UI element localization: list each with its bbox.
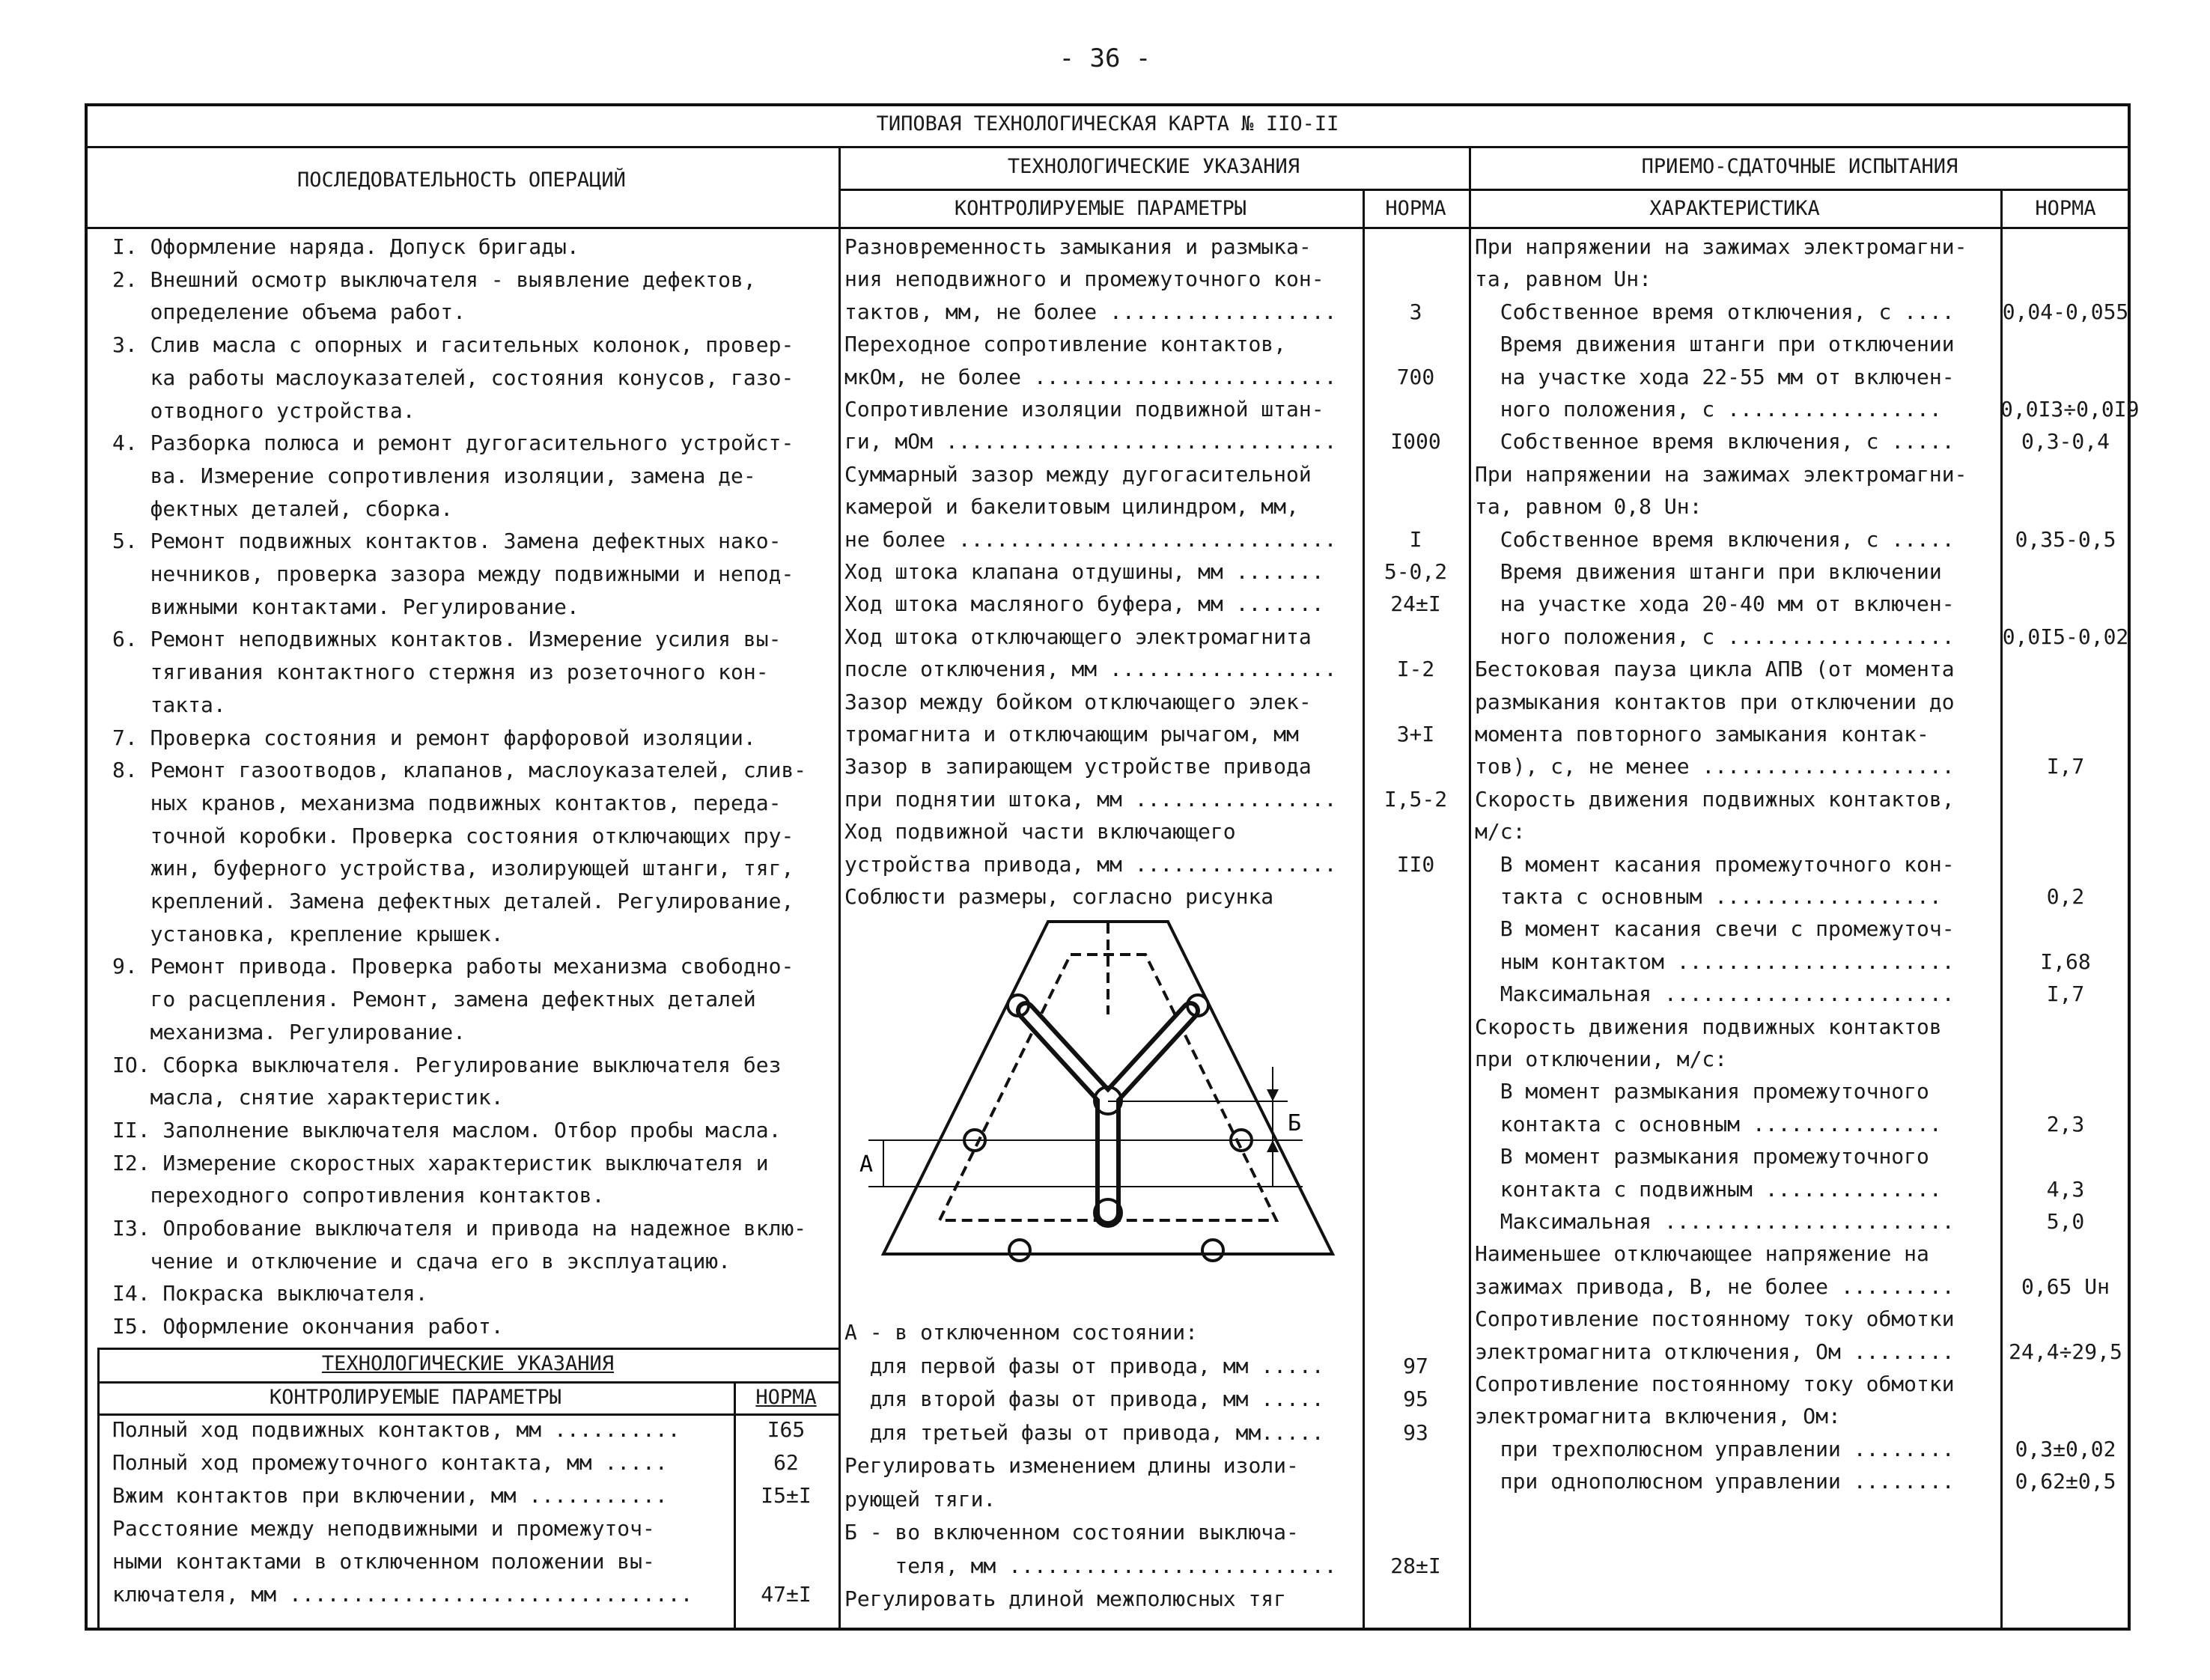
- tech-param-norm: I000: [1390, 429, 1441, 454]
- acceptance-line: м/с:: [1475, 819, 1526, 844]
- operation-line: фектных деталей, сборка.: [112, 496, 454, 521]
- divider-accept: [1469, 146, 1471, 1631]
- tech-param-line: при поднятии штока, мм ................: [844, 786, 1337, 812]
- acceptance-line: Собственное время включения, с .....: [1475, 429, 1955, 454]
- tech-param-norm: II0: [1396, 851, 1435, 877]
- diagram-label-b: Б: [1288, 1110, 1302, 1136]
- tech-param-line: ния неподвижного и промежуточного кон-: [844, 267, 1324, 292]
- tech-param-line: после отключения, мм ..................: [844, 657, 1337, 682]
- acceptance-norm: 5,0: [2046, 1209, 2085, 1234]
- tech-param-norm: 700: [1396, 364, 1435, 389]
- tech-lower-line: Б - во включенном состоянии выключа-: [844, 1520, 1299, 1544]
- operation-line: 4. Разборка полюса и ремонт дугогасительного устройст-: [112, 430, 794, 456]
- tech-param-line: Сопротивление изоляции подвижной штан-: [844, 397, 1324, 421]
- acceptance-line: при отключении, м/с:: [1475, 1047, 1728, 1071]
- tech-param-norm: I,5-2: [1383, 786, 1448, 812]
- tech-param-norm: 24±I: [1390, 591, 1441, 617]
- operation-line: ва. Измерение сопротивления изоляции, замена де-: [112, 463, 756, 488]
- acceptance-line: Сопротивление постоянному току обмотки: [1475, 1306, 1955, 1332]
- tech-param-line: Ход штока отключающего электромагнита: [844, 624, 1312, 649]
- acceptance-norm: 0,3±0,02: [2015, 1436, 2116, 1461]
- header-characteristic: ХАРАКТЕРИСТИКА: [1649, 197, 1820, 220]
- acceptance-line: В момент размыкания промежуточного: [1475, 1144, 1929, 1169]
- tech-param-line: не более ..............................: [844, 526, 1337, 552]
- acceptance-line: та, равном 0,8 Uн:: [1475, 494, 1702, 520]
- sub-table-title: ТЕХНОЛОГИЧЕСКИЕ УКАЗАНИЯ: [321, 1352, 615, 1375]
- tech-param-line: Ход штока клапана отдушины, мм .......: [844, 559, 1324, 584]
- operation-line: определение объема работ.: [112, 299, 466, 325]
- header-controlled-params: КОНТРОЛИРУЕМЫЕ ПАРАМЕТРЫ: [954, 197, 1247, 220]
- tech-param-line: Суммарный зазор между дугогасительной: [844, 461, 1312, 487]
- acceptance-line: Собственное время отключения, с ....: [1475, 299, 1955, 324]
- operation-line: жин, буферного устройства, изолирующей штанги, тяг,: [112, 856, 794, 881]
- tech-param-line: тактов, мм, не более ..................: [844, 299, 1337, 324]
- rule-under-group-headers: [838, 189, 2131, 191]
- tech-param-line: Зазор между бойком отключающего элек-: [844, 689, 1312, 714]
- tech-param-norm: I: [1409, 526, 1422, 552]
- acceptance-norm: 24,4÷29,5: [2009, 1339, 2122, 1364]
- sub-table-line: Расстояние между неподвижными и промежуточ-: [112, 1516, 655, 1541]
- sub-table-line: Вжим контактов при включении, мм ...........: [112, 1483, 668, 1508]
- rule-under-column-headers: [85, 227, 2131, 229]
- acceptance-line: при однополюсном управлении ........: [1475, 1469, 1955, 1494]
- tech-param-norm: 3+I: [1396, 722, 1435, 746]
- operation-line: механизма. Регулирование.: [112, 1019, 466, 1044]
- operation-line: креплений. Замена дефектных деталей. Регулирование,: [112, 889, 794, 913]
- tech-param-line: Соблюсти размеры, согласно рисунка: [844, 884, 1274, 909]
- header-acceptance-tests: ПРИЕМО-СДАТОЧНЫЕ ИСПЫТАНИЯ: [1641, 155, 1958, 178]
- operation-line: чение и отключение и сдача его в эксплуатацию.: [112, 1248, 731, 1273]
- acceptance-norm: 2,3: [2046, 1111, 2085, 1136]
- acceptance-line: такта с основным ..................: [1475, 884, 1942, 909]
- operation-line: 8. Ремонт газоотводов, клапанов, маслоуказателей, слив-: [112, 758, 807, 783]
- acceptance-line: ного положения, с ..................: [1475, 624, 1955, 649]
- tech-lower-line: для второй фазы от привода, мм .....: [844, 1387, 1324, 1411]
- acceptance-norm: I,7: [2046, 981, 2085, 1007]
- sub-table-col-norm: НОРМА: [755, 1386, 817, 1409]
- tech-param-line: ги, мОм ...............................: [844, 429, 1337, 454]
- acceptance-line: При напряжении на зажимах электромагни-: [1475, 461, 1967, 487]
- sub-table-norm: 47±I: [761, 1582, 812, 1607]
- operation-line: переходного сопротивления контактов.: [112, 1183, 605, 1208]
- acceptance-line: При напряжении на зажимах электромагни-: [1475, 234, 1967, 259]
- acceptance-norm: 0,65 Uн: [2021, 1273, 2110, 1299]
- operation-line: ных кранов, механизма подвижных контактов, переда-: [112, 790, 782, 815]
- tech-param-norm: 3: [1409, 299, 1422, 324]
- operation-line: такта.: [112, 692, 226, 717]
- operation-line: 7. Проверка состояния и ремонт фарфоровой изоляции.: [112, 725, 756, 750]
- operation-line: I5. Оформление окончания работ.: [112, 1314, 504, 1339]
- rule-under-title: [85, 146, 2131, 148]
- acceptance-line: Наименьшее отключающее напряжение на: [1475, 1241, 1929, 1267]
- operation-line: нечников, проверка зазора между подвижными и непод-: [112, 561, 794, 586]
- acceptance-line: Бестоковая пауза цикла АПВ (от момента: [1475, 657, 1955, 682]
- operation-line: 3. Слив масла с опорных и гасительных колонок, провер-: [112, 332, 794, 358]
- operation-line: I4. Покраска выключателя.: [112, 1281, 428, 1306]
- operation-line: тягивания контактного стержня из розеточного кон-: [112, 660, 769, 685]
- tech-param-line: тромагнита и отключающим рычагом, мм: [844, 722, 1299, 746]
- acceptance-line: контакта с основным ...............: [1475, 1111, 1942, 1136]
- acceptance-line: контакта с подвижным ..............: [1475, 1176, 1942, 1202]
- acceptance-norm: I,68: [2040, 949, 2091, 974]
- tech-lower-norm: 93: [1403, 1419, 1428, 1445]
- card-title: ТИПОВАЯ ТЕХНОЛОГИЧЕСКАЯ КАРТА № IIO-II: [876, 112, 1339, 136]
- acceptance-line: В момент размыкания промежуточного: [1475, 1079, 1929, 1104]
- operation-line: точной коробки. Проверка состояния отключающих пру-: [112, 823, 794, 848]
- sub-table-line: Полный ход подвижных контактов, мм ..........: [112, 1417, 681, 1442]
- tech-lower-line: Регулировать длиной межполюсных тяг: [844, 1586, 1287, 1611]
- acceptance-line: электромагнита включения, Ом:: [1475, 1404, 1841, 1429]
- tech-lower-line: рующей тяги.: [844, 1486, 996, 1512]
- tech-lower-line: А - в отключенном состоянии:: [844, 1320, 1199, 1345]
- acceptance-line: Собственное время включения, с .....: [1475, 526, 1955, 552]
- header-operations: ПОСЛЕДОВАТЕЛЬНОСТЬ ОПЕРАЦИЙ: [297, 168, 626, 192]
- tech-param-line: Ход подвижной части включающего: [844, 819, 1236, 844]
- tech-param-line: Ход штока масляного буфера, мм .......: [844, 591, 1324, 617]
- acceptance-line: Скорость движения подвижных контактов: [1475, 1014, 1942, 1039]
- tech-param-line: Разновременность замыкания и размыка-: [844, 234, 1312, 259]
- header-tech-instructions: ТЕХНОЛОГИЧЕСКИЕ УКАЗАНИЯ: [1007, 155, 1300, 178]
- operation-line: ка работы маслоуказателей, состояния конусов, газо-: [112, 365, 794, 390]
- header-norm-accept: НОРМА: [2035, 197, 2096, 220]
- divider-operations: [838, 146, 841, 1631]
- operation-line: 5. Ремонт подвижных контактов. Замена дефектных нако-: [112, 529, 782, 554]
- acceptance-line: Время движения штанги при отключении: [1475, 332, 1955, 357]
- tech-param-norm: I-2: [1396, 657, 1435, 682]
- operation-line: 2. Внешний осмотр выключателя - выявление дефектов,: [112, 267, 756, 292]
- acceptance-line: электромагнита отключения, Ом ........: [1475, 1339, 1955, 1364]
- operation-line: I. Оформление наряда. Допуск бригады.: [112, 234, 579, 259]
- tech-lower-line: Регулировать изменением длины изоли-: [844, 1453, 1299, 1478]
- acceptance-norm: 4,3: [2046, 1176, 2085, 1202]
- acceptance-norm: 0,3-0,4: [2021, 429, 2110, 454]
- acceptance-line: размыкания контактов при отключении до: [1475, 689, 1955, 714]
- acceptance-line: зажимах привода, В, не более .........: [1475, 1273, 1955, 1299]
- acceptance-line: ного положения, с .................: [1475, 397, 1942, 421]
- acceptance-norm: 0,04-0,055: [2002, 299, 2129, 324]
- operation-line: установка, крепление крышек.: [112, 921, 504, 946]
- diagram-label-a: А: [859, 1151, 874, 1178]
- operation-line: I3. Опробование выключателя и привода на надежное вклю-: [112, 1216, 807, 1241]
- tech-param-line: устройства привода, мм ................: [844, 851, 1337, 877]
- sub-table-rule-2: [97, 1381, 838, 1384]
- sub-table-norm: I5±I: [761, 1483, 812, 1508]
- header-norm: НОРМА: [1385, 197, 1446, 220]
- operation-line: масла, снятие характеристик.: [112, 1085, 504, 1110]
- acceptance-norm: I,7: [2046, 754, 2085, 779]
- switch-dimension-diagram: [853, 917, 1363, 1291]
- acceptance-line: Время движения штанги при включении: [1475, 559, 1942, 584]
- acceptance-norm: 0,2: [2046, 884, 2085, 909]
- acceptance-line: момента повторного замыкания контак-: [1475, 722, 1929, 746]
- sub-table-line: ными контактами в отключенном положении вы-: [112, 1549, 655, 1574]
- sub-table-line: ключателя, мм ................................: [112, 1582, 693, 1607]
- acceptance-line: В момент касания свечи с промежуточ-: [1475, 916, 1955, 942]
- acceptance-line: та, равном Uн:: [1475, 267, 1652, 292]
- acceptance-norm: 0,35-0,5: [2015, 526, 2116, 552]
- sub-table-norm: I65: [767, 1417, 806, 1442]
- operation-line: IO. Сборка выключателя. Регулирование выключателя без: [112, 1052, 782, 1077]
- tech-lower-norm: 97: [1403, 1353, 1428, 1378]
- tech-lower-line: для первой фазы от привода, мм .....: [844, 1353, 1324, 1378]
- tech-param-line: мкОм, не более ........................: [844, 364, 1337, 389]
- tech-lower-line: для третьей фазы от привода, мм.....: [844, 1419, 1324, 1445]
- acceptance-line: В момент касания промежуточного кон-: [1475, 851, 1955, 877]
- sub-table-col-params: КОНТРОЛИРУЕМЫЕ ПАРАМЕТРЫ: [269, 1386, 562, 1409]
- sub-table-norm: 62: [773, 1450, 799, 1475]
- acceptance-line: Сопротивление постоянному току обмотки: [1475, 1372, 1955, 1396]
- tech-param-line: Зазор в запирающем устройстве привода: [844, 754, 1312, 779]
- acceptance-line: ным контактом ......................: [1475, 949, 1955, 974]
- sub-table-top-rule: [97, 1348, 838, 1350]
- acceptance-line: на участке хода 20-40 мм от включен-: [1475, 591, 1955, 617]
- operation-line: 9. Ремонт привода. Проверка работы механизма свободно-: [112, 954, 794, 979]
- sub-table-line: Полный ход промежуточного контакта, мм .....: [112, 1450, 668, 1475]
- tech-param-norm: 5-0,2: [1383, 559, 1448, 584]
- operation-line: вижными контактами. Регулирование.: [112, 594, 579, 619]
- acceptance-line: Максимальная .......................: [1475, 1209, 1955, 1234]
- acceptance-norm: 0,62±0,5: [2015, 1469, 2116, 1494]
- acceptance-line: тов), с, не менее ....................: [1475, 754, 1955, 779]
- operation-line: II. Заполнение выключателя маслом. Отбор пробы масла.: [112, 1117, 782, 1142]
- acceptance-line: Скорость движения подвижных контактов,: [1475, 786, 1955, 812]
- acceptance-norm: 0,0I3÷0,0I9: [2000, 397, 2140, 421]
- acceptance-line: при трехполюсном управлении ........: [1475, 1436, 1955, 1461]
- operation-line: I2. Измерение скоростных характеристик выключателя и: [112, 1150, 769, 1175]
- operation-line: го расцепления. Ремонт, замена дефектных деталей: [112, 987, 756, 1012]
- tech-lower-norm: 95: [1403, 1387, 1428, 1411]
- acceptance-line: на участке хода 22-55 мм от включен-: [1475, 364, 1955, 389]
- operation-line: 6. Ремонт неподвижных контактов. Измерение усилия вы-: [112, 627, 782, 652]
- operation-line: отводного устройства.: [112, 398, 415, 423]
- tech-lower-line: теля, мм ..........................: [844, 1553, 1337, 1578]
- page-number: - 36 -: [1059, 43, 1151, 73]
- acceptance-norm: 0,0I5-0,02: [2002, 624, 2129, 649]
- tech-param-line: камерой и бакелитовым цилиндром, мм,: [844, 494, 1299, 520]
- tech-param-line: Переходное сопротивление контактов,: [844, 332, 1287, 357]
- acceptance-line: Максимальная .......................: [1475, 981, 1955, 1007]
- tech-lower-norm: 28±I: [1390, 1553, 1441, 1578]
